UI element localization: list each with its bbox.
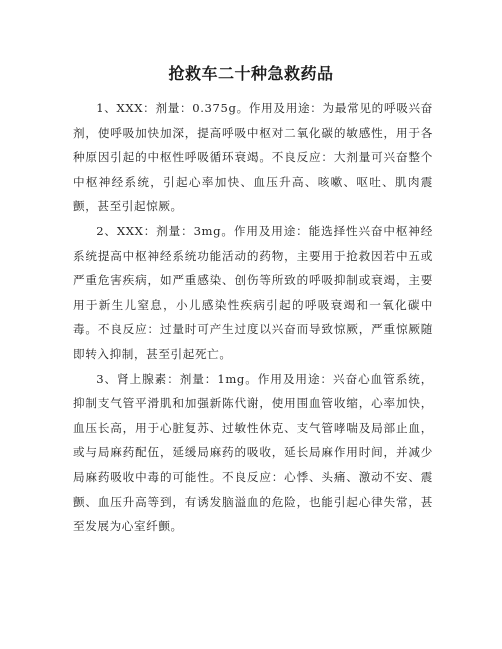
paragraph-2: 2、XXX：剂量：3mg。作用及用途：能选择性兴奋中枢神经系统提高中枢神经系统功能活动的药物，主要用于抢救因若中五或严重危害疾病，如严重感染、创伤等所致的呼吸抑制或衰竭，主要用于新生儿窒息，小儿感染性疾病引起的呼吸衰竭和一氧化碳中毒。不良反应：过量时可产生过度以兴奋而导致惊厥，严重惊厥随即转入抑制，甚至引起死亡。 bbox=[73, 223, 433, 361]
paragraph-1: 1、XXX：剂量：0.375g。作用及用途：为最常见的呼吸兴奋剂，使呼吸加快加深，提高呼吸中枢对二氧化碳的敏感性，用于各种原因引起的中枢性呼吸循环衰竭。不良反应：大剂量可兴奋整个中枢神经系统，引起心率加快、血压升高、咳嗽、呕吐、肌肉震颤，甚至引起惊厥。 bbox=[73, 101, 433, 214]
document-body bbox=[73, 96, 433, 539]
paragraph-3: 3、肾上腺素：剂量：1mg。作用及用途：兴奋心血管系统，抑制支气管平滑肌和加强新陈代谢，使用围血管收缩，心率加快，血压长高，用于心脏复苏、过敏性休克、支气管哮喘及局部止血，或与局麻药配伍，延缓局麻药的吸收，延长局麻作用时间，并减少局麻药吸收中毒的可能性。不良反应：心悸、头痛、激动不安、震颤、血压升高等到，有诱发脑溢血的危险，也能引起心律失常，甚至发展为心室纤颤。 bbox=[73, 371, 433, 534]
document-title: 抢救车二十种急救药品 bbox=[168, 64, 334, 83]
